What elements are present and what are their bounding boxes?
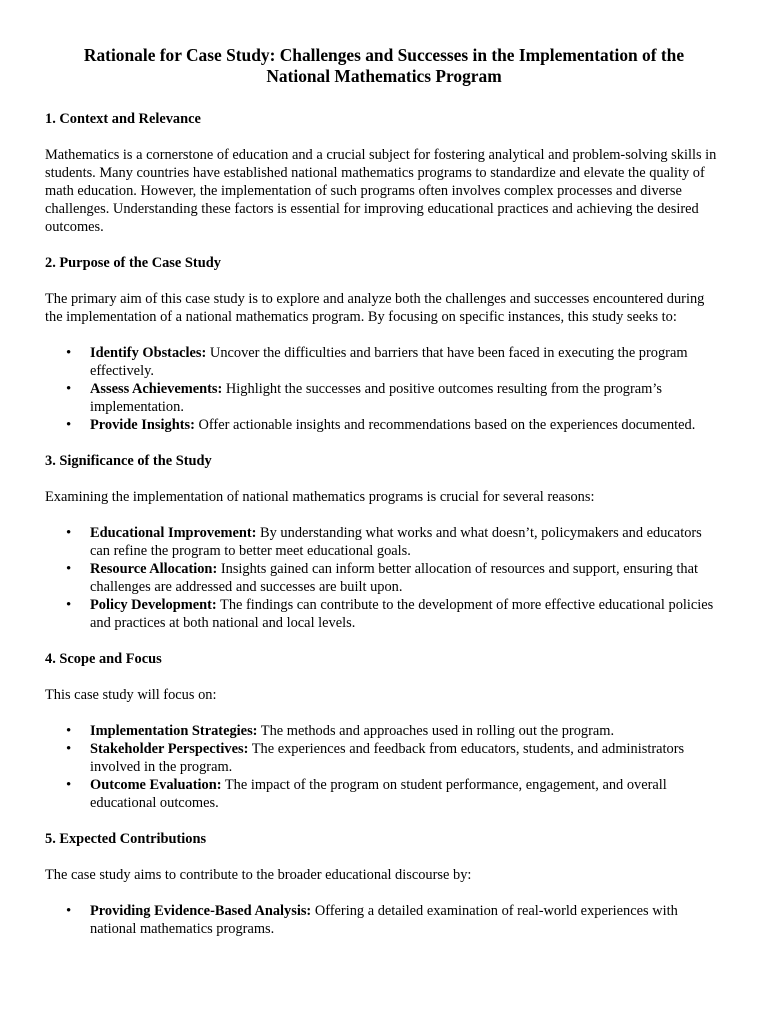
list-item-text: The methods and approaches used in rolling out the program.	[257, 723, 615, 739]
section-paragraph: Examining the implementation of national mathematics programs is crucial for several reasons:	[45, 489, 595, 505]
list-item	[90, 740, 723, 776]
section-paragraph: This case study will focus on:	[45, 687, 217, 703]
list-item-text: Insights gained can inform better allocation of resources and support, ensuring that challenges are addressed and successes are built upon.	[90, 561, 698, 595]
list-item	[90, 416, 723, 434]
section-paragraph: The case study aims to contribute to the broader educational discourse by:	[45, 867, 472, 883]
list-item-text: By understanding what works and what doesn’t, policymakers and educators can refine the program to better meet educational goals.	[90, 525, 702, 559]
section-heading: 1. Context and Relevance	[45, 111, 201, 127]
list-item-text: Highlight the successes and positive outcomes resulting from the program’s implementation.	[90, 381, 662, 415]
document-title: Rationale for Case Study: Challenges and Successes in the Implementation of the National Mathematics Program	[83, 45, 685, 86]
section-heading: 4. Scope and Focus	[45, 651, 162, 667]
section-heading: 3. Significance of the Study	[45, 453, 212, 469]
bullet-list	[45, 524, 723, 632]
list-item-term: Policy Development:	[90, 597, 217, 613]
list-item-term: Stakeholder Perspectives:	[90, 741, 249, 757]
list-item	[90, 722, 723, 740]
section-paragraph: Mathematics is a cornerstone of education and a crucial subject for fostering analytical and problem-solving skills in students. Many countries have established national mathematics programs to standardize and elevate the quality of math education. However, the implementation of such programs often involves complex processes and diverse challenges. Understanding these factors is essential for improving educational practices and achieving the desired outcomes.	[45, 147, 717, 235]
list-item	[90, 524, 723, 560]
list-item-text: Offering a detailed examination of real-world experiences with national mathematics programs.	[90, 903, 678, 937]
list-item	[90, 380, 723, 416]
list-item-term: Outcome Evaluation:	[90, 777, 222, 793]
list-item-text: The experiences and feedback from educators, students, and administrators involved in the program.	[90, 741, 685, 775]
list-item-text: Offer actionable insights and recommendations based on the experiences documented.	[194, 417, 696, 433]
section-paragraph: The primary aim of this case study is to explore and analyze both the challenges and successes encountered during the implementation of a national mathematics program. By focusing on specific instances, this study seeks to:	[45, 291, 705, 325]
list-item	[90, 902, 723, 938]
list-item-text: Uncover the difficulties and barriers that have been faced in executing the program effectively.	[90, 345, 688, 379]
list-item-text: The impact of the program on student performance, engagement, and overall educational outcomes.	[90, 777, 667, 811]
list-item-term: Providing Evidence-Based Analysis:	[90, 903, 312, 919]
list-item-term: Identify Obstacles:	[90, 345, 207, 361]
bullet-list	[45, 902, 723, 938]
section-heading: 5. Expected Contributions	[45, 831, 207, 847]
list-item-term: Assess Achievements:	[90, 381, 223, 397]
bullet-list	[45, 344, 723, 434]
section-heading: 2. Purpose of the Case Study	[45, 255, 221, 271]
list-item	[90, 560, 723, 596]
list-item	[90, 776, 723, 812]
list-item	[90, 596, 723, 632]
list-item-term: Provide Insights:	[90, 417, 195, 433]
list-item-text: The findings can contribute to the development of more effective educational policies and practices at both national and local levels.	[90, 597, 714, 631]
list-item	[90, 344, 723, 380]
list-item-term: Educational Improvement:	[90, 525, 257, 541]
list-item-term: Resource Allocation:	[90, 561, 218, 577]
list-item-term: Implementation Strategies:	[90, 723, 258, 739]
bullet-list	[45, 722, 723, 812]
